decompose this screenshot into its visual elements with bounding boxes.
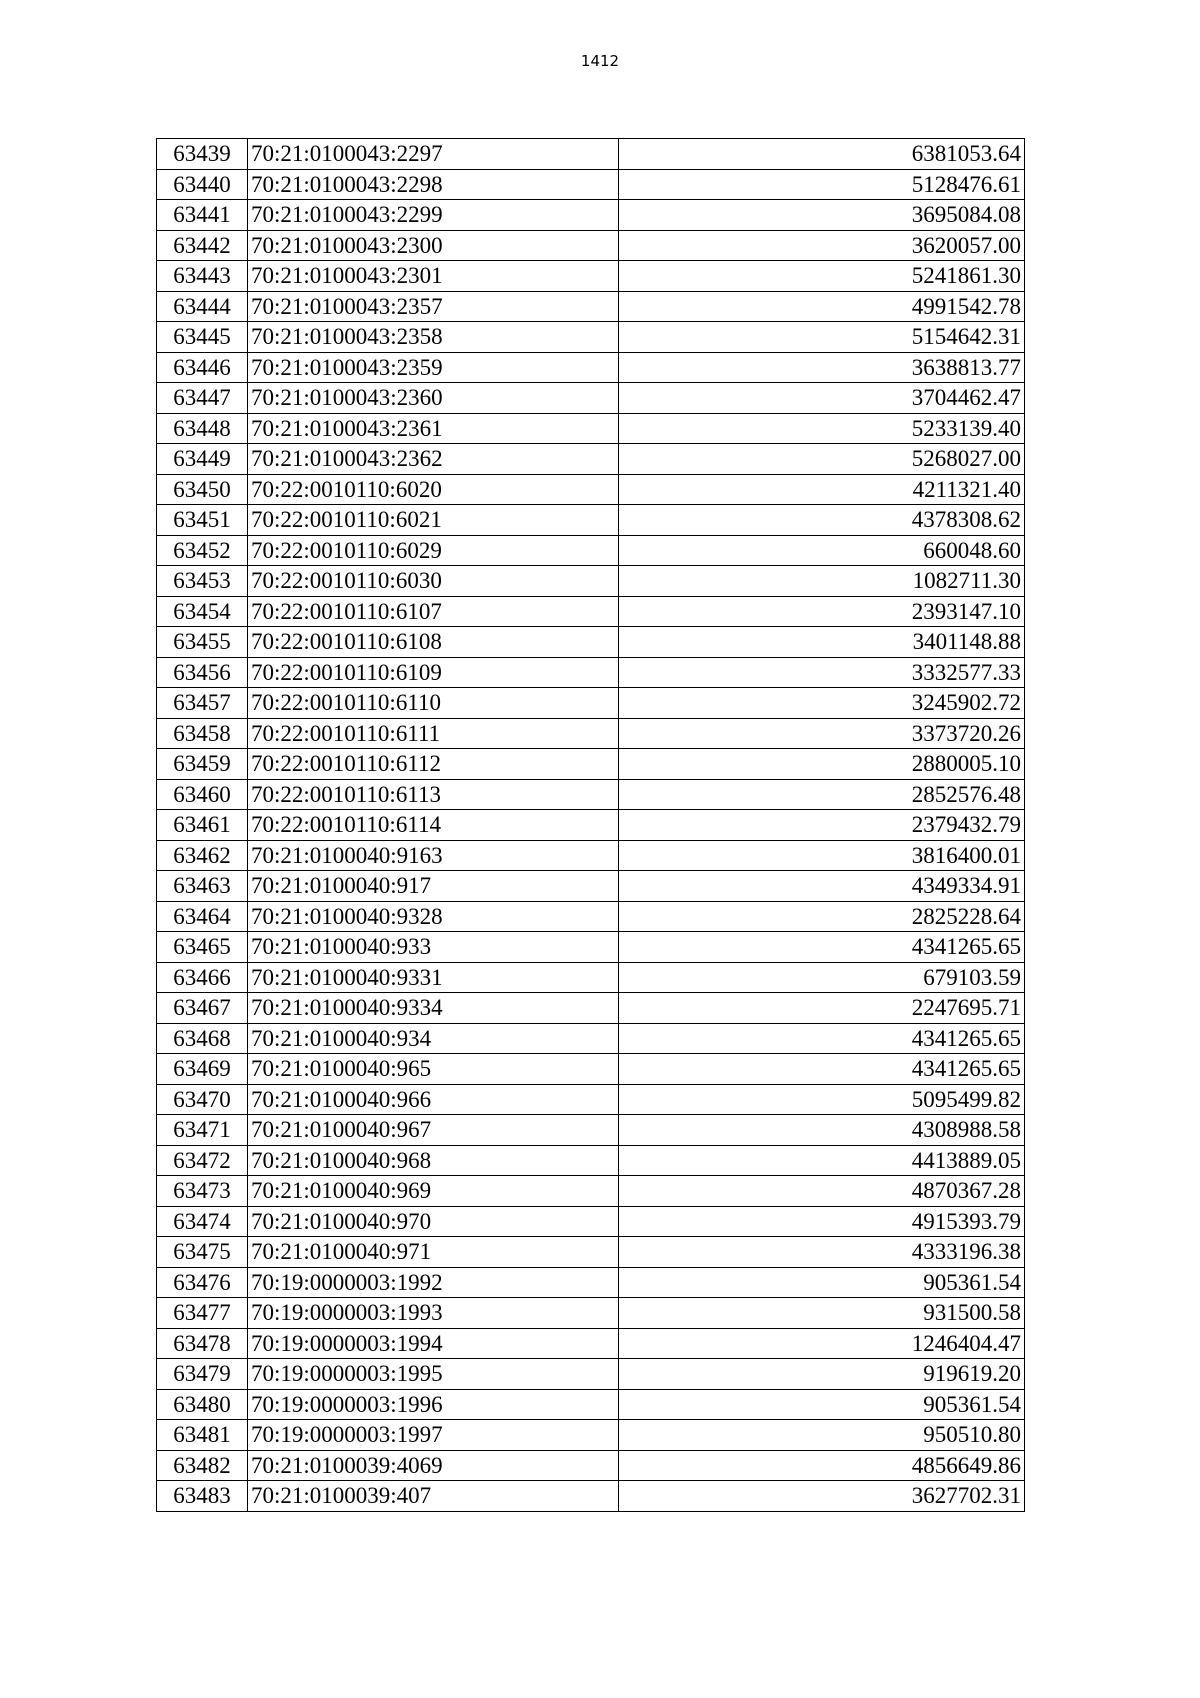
table-row bbox=[157, 718, 1025, 749]
cadastral-number-cell: 70:21:0100040:917 bbox=[248, 871, 619, 902]
table-row bbox=[157, 444, 1025, 475]
cadastral-value-cell: 4333196.38 bbox=[619, 1237, 1025, 1268]
row-number-cell: 63479 bbox=[157, 1359, 248, 1390]
table-row bbox=[157, 535, 1025, 566]
table-row bbox=[157, 810, 1025, 841]
table-row bbox=[157, 352, 1025, 383]
table-row bbox=[157, 1481, 1025, 1512]
cadastral-number-cell: 70:21:0100043:2301 bbox=[248, 261, 619, 292]
row-number-cell: 63472 bbox=[157, 1145, 248, 1176]
row-number-cell: 63475 bbox=[157, 1237, 248, 1268]
row-number-cell: 63448 bbox=[157, 413, 248, 444]
row-number-cell: 63454 bbox=[157, 596, 248, 627]
cadastral-value-cell: 4915393.79 bbox=[619, 1206, 1025, 1237]
row-number-cell: 63482 bbox=[157, 1450, 248, 1481]
cadastral-value-cell: 679103.59 bbox=[619, 962, 1025, 993]
cadastral-value-cell: 2852576.48 bbox=[619, 779, 1025, 810]
cadastral-number-cell: 70:21:0100043:2357 bbox=[248, 291, 619, 322]
table-row bbox=[157, 1206, 1025, 1237]
row-number-cell: 63477 bbox=[157, 1298, 248, 1329]
row-number-cell: 63466 bbox=[157, 962, 248, 993]
row-number-cell: 63452 bbox=[157, 535, 248, 566]
row-number-cell: 63444 bbox=[157, 291, 248, 322]
table-row bbox=[157, 1237, 1025, 1268]
row-number-cell: 63476 bbox=[157, 1267, 248, 1298]
cadastral-number-cell: 70:21:0100039:407 bbox=[248, 1481, 619, 1512]
cadastral-value-cell: 4349334.91 bbox=[619, 871, 1025, 902]
cadastral-value-cell: 3704462.47 bbox=[619, 383, 1025, 414]
cadastral-value-cell: 5241861.30 bbox=[619, 261, 1025, 292]
cadastral-value-cell: 3620057.00 bbox=[619, 230, 1025, 261]
cadastral-value-cell: 3245902.72 bbox=[619, 688, 1025, 719]
cadastral-number-cell: 70:21:0100040:9328 bbox=[248, 901, 619, 932]
cadastral-value-cell: 3695084.08 bbox=[619, 200, 1025, 231]
row-number-cell: 63442 bbox=[157, 230, 248, 261]
row-number-cell: 63455 bbox=[157, 627, 248, 658]
cadastral-number-cell: 70:21:0100043:2300 bbox=[248, 230, 619, 261]
row-number-cell: 63470 bbox=[157, 1084, 248, 1115]
table-row bbox=[157, 932, 1025, 963]
table-row bbox=[157, 383, 1025, 414]
cadastral-number-cell: 70:21:0100043:2362 bbox=[248, 444, 619, 475]
cadastral-number-cell: 70:21:0100040:967 bbox=[248, 1115, 619, 1146]
cadastral-number-cell: 70:21:0100040:965 bbox=[248, 1054, 619, 1085]
cadastral-number-cell: 70:21:0100043:2299 bbox=[248, 200, 619, 231]
table-row bbox=[157, 139, 1025, 170]
table-row bbox=[157, 657, 1025, 688]
cadastral-value-cell: 4870367.28 bbox=[619, 1176, 1025, 1207]
table-row bbox=[157, 1267, 1025, 1298]
cadastral-value-cell: 5233139.40 bbox=[619, 413, 1025, 444]
cadastral-number-cell: 70:19:0000003:1993 bbox=[248, 1298, 619, 1329]
cadastral-value-cell: 3373720.26 bbox=[619, 718, 1025, 749]
table-row bbox=[157, 749, 1025, 780]
table-body bbox=[157, 139, 1025, 1512]
cadastral-number-cell: 70:22:0010110:6030 bbox=[248, 566, 619, 597]
cadastral-number-cell: 70:21:0100040:9334 bbox=[248, 993, 619, 1024]
table-row bbox=[157, 322, 1025, 353]
row-number-cell: 63461 bbox=[157, 810, 248, 841]
table-row bbox=[157, 1450, 1025, 1481]
row-number-cell: 63481 bbox=[157, 1420, 248, 1451]
cadastral-number-cell: 70:21:0100040:970 bbox=[248, 1206, 619, 1237]
table-row bbox=[157, 1115, 1025, 1146]
table-row bbox=[157, 1298, 1025, 1329]
cadastral-value-cell: 2379432.79 bbox=[619, 810, 1025, 841]
cadastral-number-cell: 70:21:0100043:2360 bbox=[248, 383, 619, 414]
cadastral-number-cell: 70:22:0010110:6113 bbox=[248, 779, 619, 810]
cadastral-value-cell: 905361.54 bbox=[619, 1267, 1025, 1298]
cadastral-value-cell: 3638813.77 bbox=[619, 352, 1025, 383]
cadastral-value-cell: 4211321.40 bbox=[619, 474, 1025, 505]
row-number-cell: 63441 bbox=[157, 200, 248, 231]
row-number-cell: 63447 bbox=[157, 383, 248, 414]
cadastral-number-cell: 70:19:0000003:1997 bbox=[248, 1420, 619, 1451]
table-row bbox=[157, 413, 1025, 444]
cadastral-number-cell: 70:19:0000003:1992 bbox=[248, 1267, 619, 1298]
table-row bbox=[157, 993, 1025, 1024]
cadastral-value-cell: 5128476.61 bbox=[619, 169, 1025, 200]
table-row bbox=[157, 901, 1025, 932]
row-number-cell: 63440 bbox=[157, 169, 248, 200]
cadastral-number-cell: 70:21:0100043:2359 bbox=[248, 352, 619, 383]
table-row bbox=[157, 261, 1025, 292]
table-row bbox=[157, 474, 1025, 505]
table-row bbox=[157, 1359, 1025, 1390]
cadastral-value-table bbox=[156, 138, 1025, 1512]
row-number-cell: 63445 bbox=[157, 322, 248, 353]
cadastral-number-cell: 70:21:0100040:969 bbox=[248, 1176, 619, 1207]
cadastral-value-cell: 4341265.65 bbox=[619, 1023, 1025, 1054]
cadastral-number-cell: 70:22:0010110:6108 bbox=[248, 627, 619, 658]
cadastral-number-cell: 70:22:0010110:6107 bbox=[248, 596, 619, 627]
cadastral-value-cell: 6381053.64 bbox=[619, 139, 1025, 170]
cadastral-number-cell: 70:21:0100040:934 bbox=[248, 1023, 619, 1054]
table-row bbox=[157, 1328, 1025, 1359]
row-number-cell: 63483 bbox=[157, 1481, 248, 1512]
row-number-cell: 63453 bbox=[157, 566, 248, 597]
cadastral-number-cell: 70:21:0100040:9331 bbox=[248, 962, 619, 993]
cadastral-number-cell: 70:22:0010110:6114 bbox=[248, 810, 619, 841]
cadastral-value-cell: 931500.58 bbox=[619, 1298, 1025, 1329]
row-number-cell: 63463 bbox=[157, 871, 248, 902]
cadastral-value-cell: 950510.80 bbox=[619, 1420, 1025, 1451]
cadastral-number-cell: 70:22:0010110:6020 bbox=[248, 474, 619, 505]
table-row bbox=[157, 871, 1025, 902]
cadastral-value-cell: 905361.54 bbox=[619, 1389, 1025, 1420]
row-number-cell: 63458 bbox=[157, 718, 248, 749]
row-number-cell: 63478 bbox=[157, 1328, 248, 1359]
cadastral-number-cell: 70:19:0000003:1996 bbox=[248, 1389, 619, 1420]
table-row bbox=[157, 505, 1025, 536]
table-row bbox=[157, 1176, 1025, 1207]
table-row bbox=[157, 688, 1025, 719]
cadastral-value-cell: 5154642.31 bbox=[619, 322, 1025, 353]
cadastral-value-cell: 2247695.71 bbox=[619, 993, 1025, 1024]
cadastral-number-cell: 70:21:0100043:2297 bbox=[248, 139, 619, 170]
row-number-cell: 63464 bbox=[157, 901, 248, 932]
cadastral-number-cell: 70:21:0100040:9163 bbox=[248, 840, 619, 871]
row-number-cell: 63450 bbox=[157, 474, 248, 505]
row-number-cell: 63459 bbox=[157, 749, 248, 780]
cadastral-value-cell: 919619.20 bbox=[619, 1359, 1025, 1390]
cadastral-number-cell: 70:19:0000003:1994 bbox=[248, 1328, 619, 1359]
table-row bbox=[157, 1145, 1025, 1176]
row-number-cell: 63451 bbox=[157, 505, 248, 536]
row-number-cell: 63449 bbox=[157, 444, 248, 475]
page-number: 1412 bbox=[580, 52, 620, 70]
table-row bbox=[157, 1023, 1025, 1054]
row-number-cell: 63460 bbox=[157, 779, 248, 810]
cadastral-number-cell: 70:22:0010110:6109 bbox=[248, 657, 619, 688]
row-number-cell: 63462 bbox=[157, 840, 248, 871]
cadastral-number-cell: 70:21:0100040:966 bbox=[248, 1084, 619, 1115]
cadastral-number-cell: 70:22:0010110:6029 bbox=[248, 535, 619, 566]
cadastral-value-cell: 660048.60 bbox=[619, 535, 1025, 566]
cadastral-number-cell: 70:22:0010110:6021 bbox=[248, 505, 619, 536]
cadastral-number-cell: 70:22:0010110:6112 bbox=[248, 749, 619, 780]
cadastral-value-cell: 3401148.88 bbox=[619, 627, 1025, 658]
table-row bbox=[157, 1054, 1025, 1085]
cadastral-value-cell: 2825228.64 bbox=[619, 901, 1025, 932]
cadastral-value-cell: 4856649.86 bbox=[619, 1450, 1025, 1481]
row-number-cell: 63443 bbox=[157, 261, 248, 292]
cadastral-value-cell: 5268027.00 bbox=[619, 444, 1025, 475]
cadastral-number-cell: 70:21:0100043:2361 bbox=[248, 413, 619, 444]
cadastral-number-cell: 70:22:0010110:6110 bbox=[248, 688, 619, 719]
row-number-cell: 63439 bbox=[157, 139, 248, 170]
row-number-cell: 63456 bbox=[157, 657, 248, 688]
row-number-cell: 63465 bbox=[157, 932, 248, 963]
table-row bbox=[157, 596, 1025, 627]
cadastral-value-cell: 4991542.78 bbox=[619, 291, 1025, 322]
row-number-cell: 63471 bbox=[157, 1115, 248, 1146]
table-row bbox=[157, 291, 1025, 322]
row-number-cell: 63480 bbox=[157, 1389, 248, 1420]
cadastral-number-cell: 70:19:0000003:1995 bbox=[248, 1359, 619, 1390]
table-row bbox=[157, 200, 1025, 231]
cadastral-value-cell: 1246404.47 bbox=[619, 1328, 1025, 1359]
row-number-cell: 63473 bbox=[157, 1176, 248, 1207]
table-row bbox=[157, 169, 1025, 200]
cadastral-value-cell: 3332577.33 bbox=[619, 657, 1025, 688]
cadastral-number-cell: 70:21:0100040:968 bbox=[248, 1145, 619, 1176]
row-number-cell: 63467 bbox=[157, 993, 248, 1024]
row-number-cell: 63474 bbox=[157, 1206, 248, 1237]
cadastral-number-cell: 70:22:0010110:6111 bbox=[248, 718, 619, 749]
cadastral-number-cell: 70:21:0100043:2298 bbox=[248, 169, 619, 200]
cadastral-number-cell: 70:21:0100039:4069 bbox=[248, 1450, 619, 1481]
cadastral-value-cell: 3816400.01 bbox=[619, 840, 1025, 871]
row-number-cell: 63446 bbox=[157, 352, 248, 383]
table-row bbox=[157, 1389, 1025, 1420]
table-row bbox=[157, 566, 1025, 597]
cadastral-value-cell: 4308988.58 bbox=[619, 1115, 1025, 1146]
row-number-cell: 63468 bbox=[157, 1023, 248, 1054]
table-row bbox=[157, 962, 1025, 993]
table-row bbox=[157, 1084, 1025, 1115]
cadastral-value-cell: 4341265.65 bbox=[619, 932, 1025, 963]
table-row bbox=[157, 840, 1025, 871]
cadastral-value-cell: 2880005.10 bbox=[619, 749, 1025, 780]
cadastral-value-cell: 4341265.65 bbox=[619, 1054, 1025, 1085]
row-number-cell: 63457 bbox=[157, 688, 248, 719]
cadastral-number-cell: 70:21:0100040:933 bbox=[248, 932, 619, 963]
table-row bbox=[157, 627, 1025, 658]
cadastral-value-cell: 2393147.10 bbox=[619, 596, 1025, 627]
cadastral-number-cell: 70:21:0100040:971 bbox=[248, 1237, 619, 1268]
cadastral-value-cell: 4413889.05 bbox=[619, 1145, 1025, 1176]
table-row bbox=[157, 779, 1025, 810]
row-number-cell: 63469 bbox=[157, 1054, 248, 1085]
table-row bbox=[157, 230, 1025, 261]
cadastral-value-cell: 4378308.62 bbox=[619, 505, 1025, 536]
cadastral-number-cell: 70:21:0100043:2358 bbox=[248, 322, 619, 353]
cadastral-value-cell: 3627702.31 bbox=[619, 1481, 1025, 1512]
cadastral-value-cell: 5095499.82 bbox=[619, 1084, 1025, 1115]
table-row bbox=[157, 1420, 1025, 1451]
cadastral-value-cell: 1082711.30 bbox=[619, 566, 1025, 597]
